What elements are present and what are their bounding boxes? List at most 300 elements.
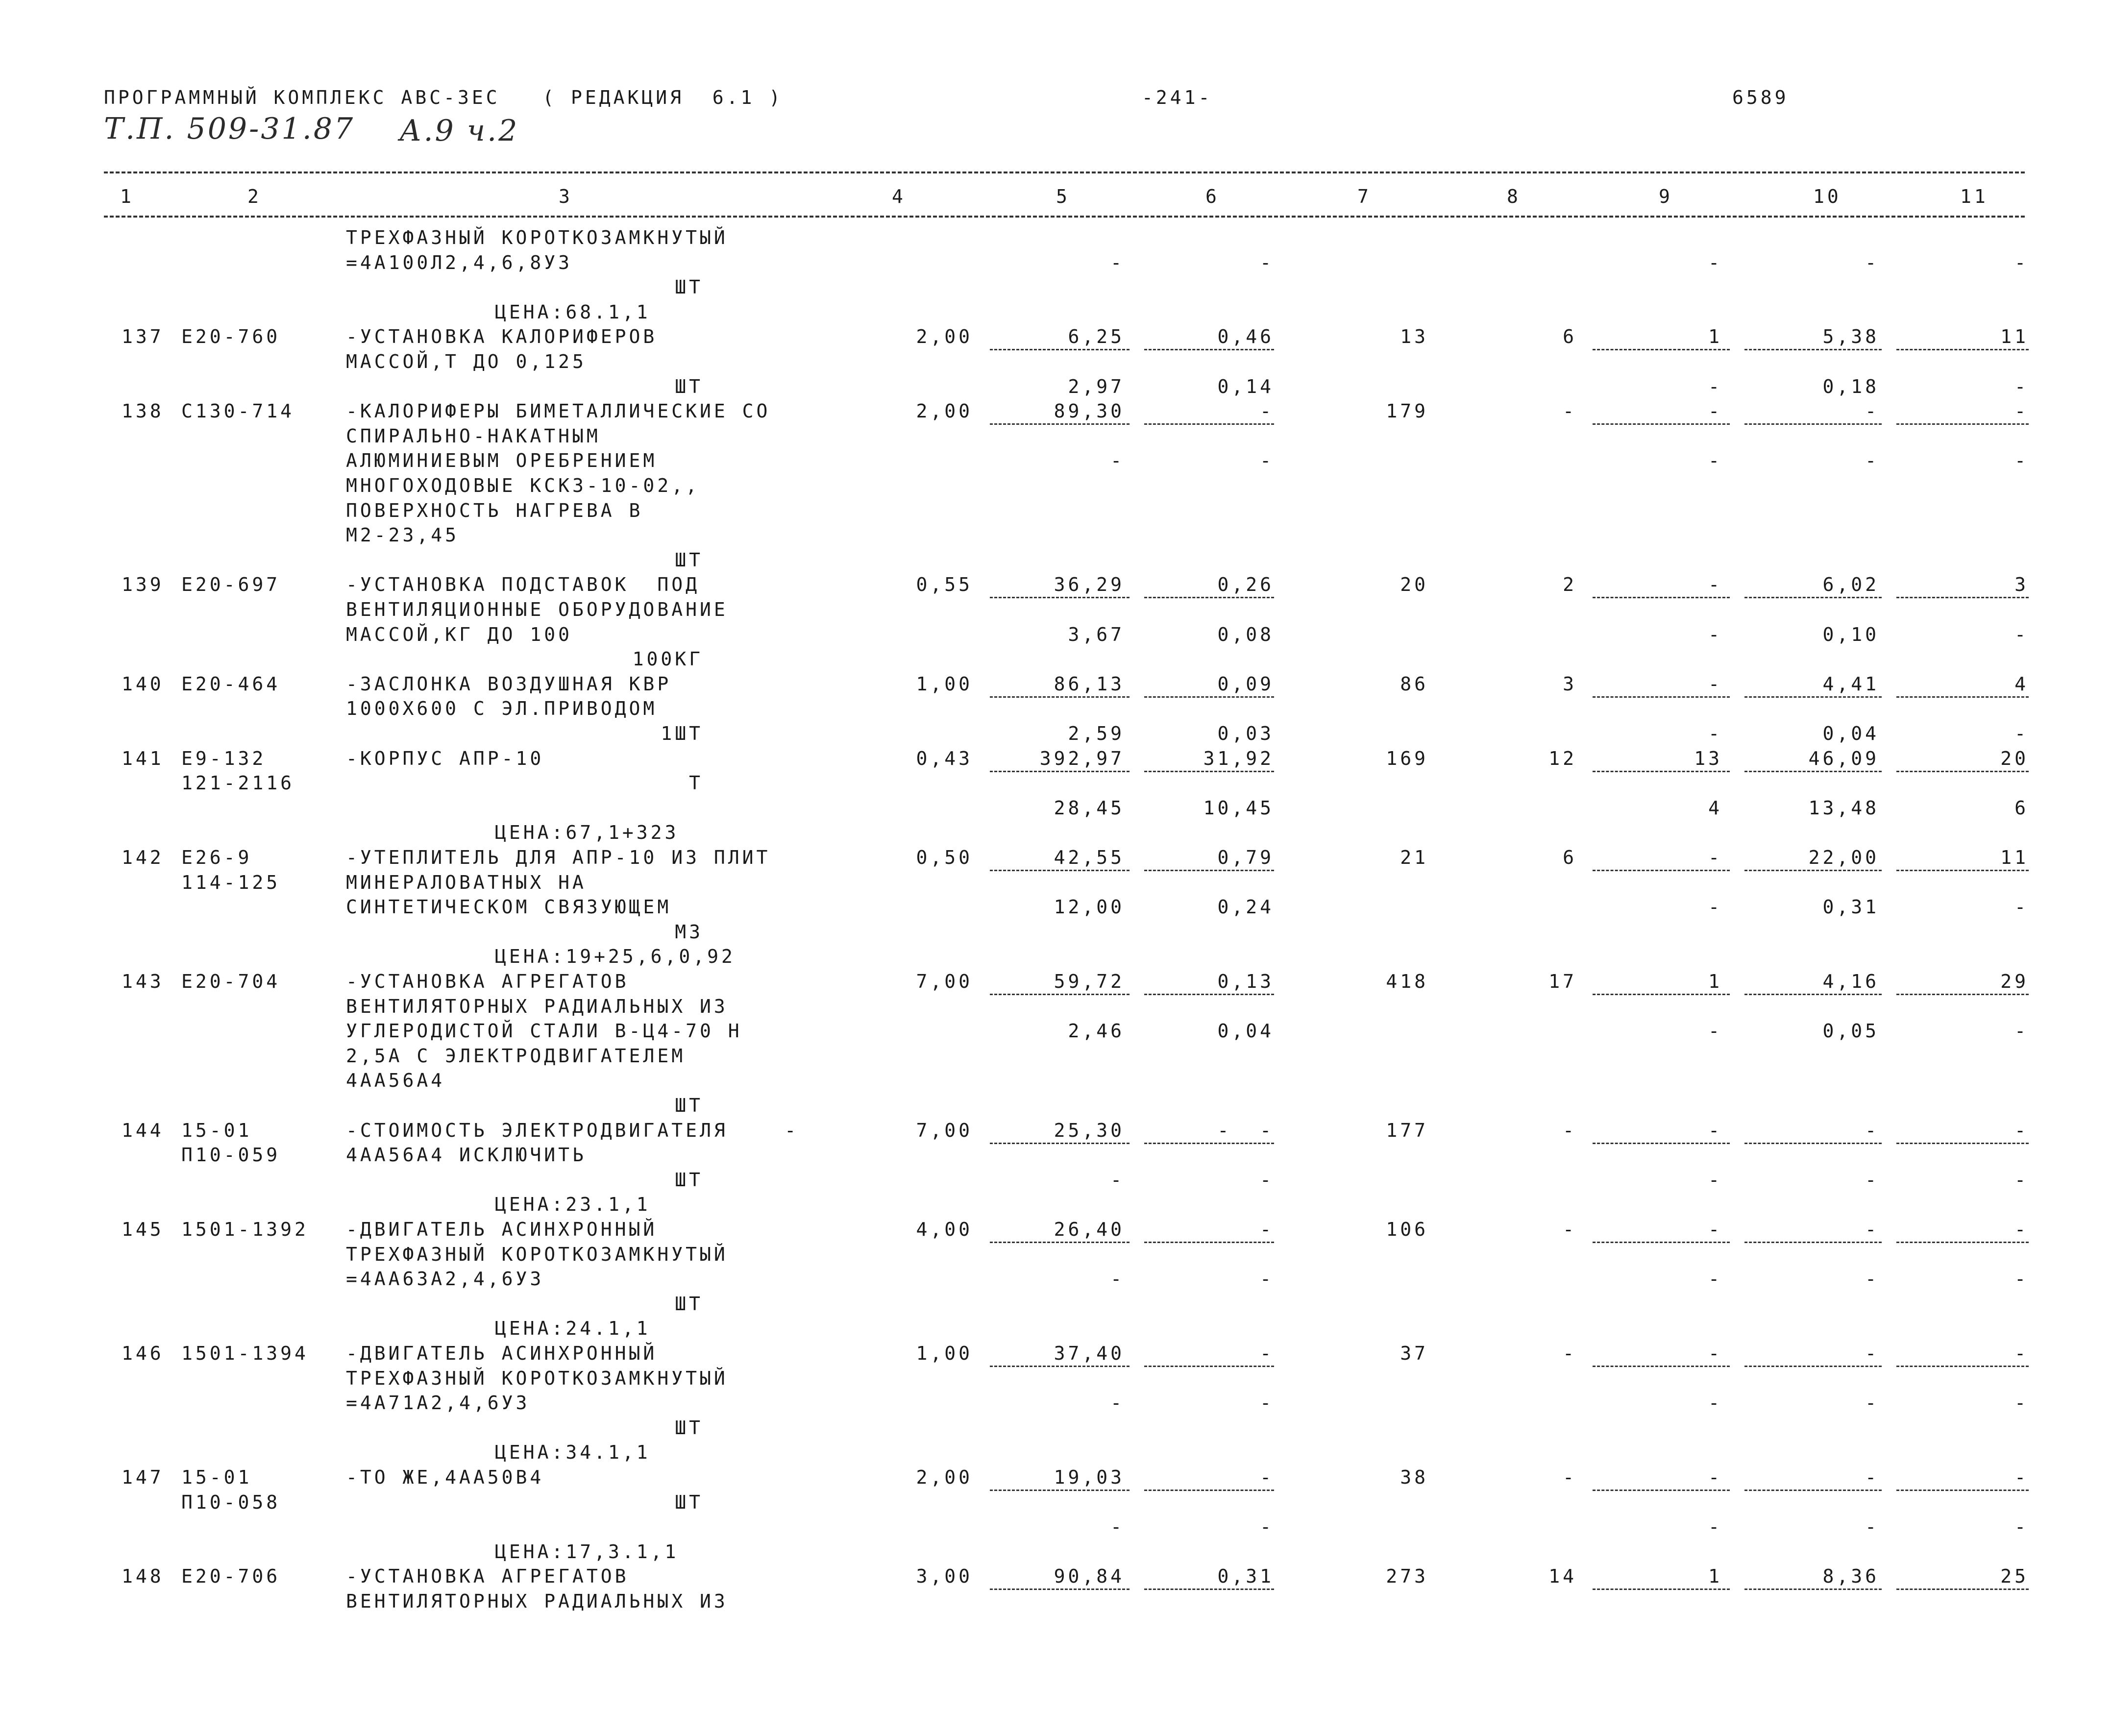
work-description: -УСТАНОВКА АГРЕГАТОВ — [346, 1565, 629, 1588]
column-6-value: - — [1260, 1219, 1274, 1240]
work-description: АЛЮМИНИЕВЫМ ОРЕБРЕНИЕМ — [346, 450, 658, 472]
subtotal-rule — [1896, 1490, 2029, 1491]
column-10-value: 4,41 — [1822, 673, 1879, 695]
subtotal-rule — [1593, 771, 1730, 772]
column-11-value: - — [2014, 1020, 2029, 1042]
rate-code: С130-714 — [181, 400, 295, 422]
unit-of-measure: ШТ — [675, 549, 703, 571]
work-description: -ДВИГАТЕЛЬ АСИНХРОННЫЙ — [346, 1343, 658, 1364]
subtotal-rule — [1593, 1366, 1730, 1367]
price-reference: ЦЕНА:24.1,1 — [495, 1318, 651, 1340]
column-header-8: 8 — [1507, 186, 1521, 207]
column-10-value: 0,31 — [1822, 896, 1879, 918]
work-description: ТРЕХФАЗНЫЙ КОРОТКОЗАМКНУТЫЙ — [346, 227, 728, 248]
subtotal-rule — [1896, 1366, 2029, 1367]
column-5-value: 6,25 — [1068, 326, 1125, 348]
work-description: -УСТАНОВКА КАЛОРИФЕРОВ — [346, 326, 658, 348]
subtotal-rule — [1896, 870, 2029, 871]
column-6-value: - — [1260, 450, 1274, 472]
column-6-value: 0,13 — [1217, 971, 1274, 992]
subtotal-rule — [1593, 1143, 1730, 1144]
column-6-value: - — [1260, 251, 1274, 273]
column-6-value: 0,04 — [1217, 1020, 1274, 1042]
column-9-value: 1 — [1708, 1565, 1722, 1588]
column-6-value: 10,45 — [1203, 797, 1274, 819]
work-description: -ТО ЖЕ,4АА50В4 — [346, 1467, 544, 1488]
subtotal-rule — [1144, 349, 1274, 350]
row-number: 145 — [122, 1219, 164, 1240]
column-5-value: - — [1110, 450, 1125, 472]
row-number: 147 — [122, 1467, 164, 1488]
unit-of-measure: М3 — [675, 921, 703, 943]
subtotal-rule — [1896, 423, 2029, 425]
unit-of-measure: Т — [689, 772, 703, 794]
subtotal-rule — [1144, 771, 1274, 772]
column-6-value: 0,09 — [1217, 673, 1274, 695]
work-description: -КАЛОРИФЕРЫ БИМЕТАЛЛИЧЕСКИЕ СО — [346, 400, 771, 422]
price-reference: ЦЕНА:34.1,1 — [495, 1442, 651, 1464]
work-description: М2-23,45 — [346, 524, 460, 546]
column-10-value: 22,00 — [1808, 847, 1879, 868]
column-10-value: - — [1865, 1119, 1879, 1141]
column-4-value: 7,00 — [916, 1119, 973, 1141]
column-9-value: - — [1708, 1219, 1722, 1240]
column-6-value: 0,26 — [1217, 574, 1274, 596]
subtotal-rule — [1744, 771, 1882, 772]
column-10-value: 6,02 — [1822, 574, 1879, 596]
work-description: -КОРПУС АПР-10 — [346, 747, 544, 769]
rate-code: Е20-704 — [181, 971, 281, 992]
subtotal-rule — [1144, 597, 1274, 598]
column-11-value: - — [2014, 251, 2029, 273]
column-4-value: 0,43 — [916, 747, 973, 769]
column-header-5: 5 — [1056, 186, 1070, 207]
column-11-value: - — [2014, 1343, 2029, 1364]
column-9-value: - — [1708, 251, 1722, 273]
column-6-value: 0,24 — [1217, 896, 1274, 918]
column-7-value: 38 — [1400, 1467, 1428, 1488]
work-description: =4А71А2,4,6У3 — [346, 1392, 530, 1414]
column-9-value: 1 — [1708, 971, 1722, 992]
column-5-value: 86,13 — [1054, 673, 1125, 695]
price-reference: ЦЕНА:68.1,1 — [495, 301, 651, 323]
column-4-value: 4,00 — [916, 1219, 973, 1240]
column-6-value: 0,08 — [1217, 623, 1274, 645]
column-9-value: - — [1708, 1343, 1722, 1364]
subtotal-rule — [1593, 1589, 1730, 1590]
column-header-rule — [104, 216, 2025, 218]
column-9-value: - — [1708, 623, 1722, 645]
column-6-value: 31,92 — [1203, 747, 1274, 769]
program-title: ПРОГРАММНЫЙ КОМПЛЕКС АВС-3ЕС ( РЕДАКЦИЯ 6.1 ) — [104, 87, 784, 108]
column-7-value: 273 — [1386, 1565, 1428, 1588]
work-description: МИНЕРАЛОВАТНЫХ НА — [346, 871, 587, 893]
column-5-value: 28,45 — [1054, 797, 1125, 819]
column-8-value: 14 — [1548, 1565, 1577, 1588]
column-11-value: 25 — [2000, 1565, 2029, 1588]
column-10-value: 0,10 — [1822, 623, 1879, 645]
work-description: МАССОЙ,КГ ДО 100 — [346, 623, 573, 645]
column-header-10: 10 — [1813, 186, 1842, 207]
column-5-value: 36,29 — [1054, 574, 1125, 596]
column-10-value: - — [1865, 1219, 1879, 1240]
work-description: -ЗАСЛОНКА ВОЗДУШНАЯ КВР — [346, 673, 672, 695]
table-top-rule — [104, 171, 2025, 173]
column-7-value: 86 — [1400, 673, 1428, 695]
subtotal-rule — [1593, 994, 1730, 995]
subtotal-rule — [990, 1366, 1130, 1367]
subtotal-rule — [990, 597, 1130, 598]
work-description: =4А100Л2,4,6,8У3 — [346, 251, 573, 273]
subtotal-rule — [1593, 423, 1730, 425]
column-11-value: - — [2014, 723, 2029, 744]
column-6-value: 0,03 — [1217, 723, 1274, 744]
column-5-value: 25,30 — [1054, 1119, 1125, 1141]
row-number: 142 — [122, 847, 164, 868]
work-description: УГЛЕРОДИСТОЙ СТАЛИ В-Ц4-70 Н — [346, 1020, 742, 1042]
subtotal-rule — [1744, 696, 1882, 698]
column-11-value: - — [2014, 450, 2029, 472]
column-9-value: - — [1708, 896, 1722, 918]
row-number: 143 — [122, 971, 164, 992]
rate-code: 114-125 — [181, 871, 281, 893]
column-9-value: - — [1708, 673, 1722, 695]
subtotal-rule — [990, 696, 1130, 698]
column-8-value: 12 — [1548, 747, 1577, 769]
rate-code: 1501-1394 — [181, 1343, 309, 1364]
column-10-value: - — [1865, 1516, 1879, 1538]
column-10-value: - — [1865, 450, 1879, 472]
column-11-value: - — [2014, 1119, 2029, 1141]
column-11-value: 11 — [2000, 847, 2029, 868]
unit-of-measure: ШТ — [675, 1417, 703, 1439]
column-5-value: 2,97 — [1068, 375, 1125, 397]
column-10-value: 5,38 — [1822, 326, 1879, 348]
column-6-value: - — [1260, 1268, 1274, 1290]
column-5-value: 2,46 — [1068, 1020, 1125, 1042]
column-9-value: 1 — [1708, 326, 1722, 348]
work-description: 4АА56А4 — [346, 1070, 445, 1092]
column-7-value: 179 — [1386, 400, 1428, 422]
column-5-value: - — [1110, 251, 1125, 273]
rate-code: 15-01 — [181, 1119, 252, 1141]
column-10-value: - — [1865, 400, 1879, 422]
work-description: ВЕНТИЛЯЦИОННЫЕ ОБОРУДОВАНИЕ — [346, 599, 728, 620]
column-11-value: 29 — [2000, 971, 2029, 992]
subtotal-rule — [1744, 1589, 1882, 1590]
rate-code: Е20-706 — [181, 1565, 281, 1588]
row-number: 139 — [122, 574, 164, 596]
work-description: -ДВИГАТЕЛЬ АСИНХРОННЫЙ — [346, 1219, 658, 1240]
column-4-value: 0,55 — [916, 574, 973, 596]
subtotal-rule — [1144, 870, 1274, 871]
column-11-value: 3 — [2014, 574, 2029, 596]
column-header-1: 1 — [120, 186, 134, 207]
column-11-value: 4 — [2014, 673, 2029, 695]
rate-code: П10-059 — [181, 1144, 281, 1166]
subtotal-rule — [1593, 349, 1730, 350]
subtotal-rule — [1896, 597, 2029, 598]
unit-of-measure: ШТ — [675, 1169, 703, 1191]
column-7-value: 21 — [1400, 847, 1428, 868]
column-9-value: - — [1708, 1268, 1722, 1290]
column-4-value: 7,00 — [916, 971, 973, 992]
column-11-value: - — [2014, 1392, 2029, 1414]
column-10-value: 13,48 — [1808, 797, 1879, 819]
row-number: 140 — [122, 673, 164, 695]
subtotal-rule — [990, 1143, 1130, 1144]
column-11-value: - — [2014, 1467, 2029, 1488]
column-11-value: - — [2014, 1219, 2029, 1240]
column-9-value: - — [1708, 1119, 1722, 1141]
subtotal-rule — [1593, 870, 1730, 871]
column-11-value: - — [2014, 896, 2029, 918]
column-9-value: - — [1708, 400, 1722, 422]
column-6-value: 0,31 — [1217, 1565, 1274, 1588]
subtotal-rule — [1896, 349, 2029, 350]
column-9-value: 13 — [1694, 747, 1722, 769]
subtotal-rule — [990, 1242, 1130, 1243]
column-11-value: - — [2014, 1516, 2029, 1538]
column-10-value: - — [1865, 1392, 1879, 1414]
subtotal-rule — [1744, 1490, 1882, 1491]
column-5-value: 90,84 — [1054, 1565, 1125, 1588]
column-9-value: - — [1708, 1020, 1722, 1042]
work-description: -УСТАНОВКА ПОДСТАВОК ПОД — [346, 574, 700, 596]
column-8-value: - — [1563, 400, 1577, 422]
unit-of-measure: 100КГ — [632, 648, 703, 670]
column-10-value: 0,18 — [1822, 375, 1879, 397]
subtotal-rule — [1144, 1242, 1274, 1243]
price-reference: ЦЕНА:23.1,1 — [495, 1194, 651, 1216]
unit-of-measure: ШТ — [675, 375, 703, 397]
rate-code: 1501-1392 — [181, 1219, 309, 1240]
column-8-value: 2 — [1563, 574, 1577, 596]
subtotal-rule — [1744, 1366, 1882, 1367]
subtotal-rule — [1593, 597, 1730, 598]
subtotal-rule — [1744, 1143, 1882, 1144]
column-9-value: - — [1708, 723, 1722, 744]
column-9-value: - — [1708, 375, 1722, 397]
rate-code: Е20-760 — [181, 326, 281, 348]
column-header-4: 4 — [892, 186, 906, 207]
column-header-9: 9 — [1659, 186, 1673, 207]
subtotal-rule — [1144, 696, 1274, 698]
column-8-value: - — [1563, 1219, 1577, 1240]
row-number: 148 — [122, 1565, 164, 1588]
column-11-value: 6 — [2014, 797, 2029, 819]
work-description: 2,5А С ЭЛЕКТРОДВИГАТЕЛЕМ — [346, 1045, 686, 1067]
column-8-value: - — [1563, 1119, 1577, 1141]
subtotal-rule — [1896, 1242, 2029, 1243]
unit-of-measure: ШТ — [675, 276, 703, 298]
subtotal-rule — [990, 870, 1130, 871]
column-header-7: 7 — [1357, 186, 1372, 207]
column-4-value: 3,00 — [916, 1565, 973, 1588]
column-10-value: 46,09 — [1808, 747, 1879, 769]
column-7-value: 13 — [1400, 326, 1428, 348]
column-10-value: 0,04 — [1822, 723, 1879, 744]
column-5-value: 392,97 — [1039, 747, 1125, 769]
work-description: -УСТАНОВКА АГРЕГАТОВ — [346, 971, 629, 992]
column-8-value: - — [1563, 1343, 1577, 1364]
column-5-value: 3,67 — [1068, 623, 1125, 645]
subtotal-rule — [990, 423, 1130, 425]
column-7-value: 106 — [1386, 1219, 1428, 1240]
column-header-2: 2 — [247, 186, 262, 207]
column-11-value: 20 — [2000, 747, 2029, 769]
column-11-value: - — [2014, 623, 2029, 645]
subtotal-rule — [1744, 597, 1882, 598]
column-5-value: - — [1110, 1516, 1125, 1538]
row-number: 137 — [122, 326, 164, 348]
column-5-value: 42,55 — [1054, 847, 1125, 868]
column-11-value: - — [2014, 375, 2029, 397]
rate-code: 15-01 — [181, 1467, 252, 1488]
column-5-value: 59,72 — [1054, 971, 1125, 992]
unit-of-measure: ШТ — [675, 1095, 703, 1116]
column-6-value: 0,46 — [1217, 326, 1274, 348]
subtotal-rule — [1744, 423, 1882, 425]
column-5-value: - — [1110, 1169, 1125, 1191]
subtotal-rule — [1896, 771, 2029, 772]
work-description: ВЕНТИЛЯТОРНЫХ РАДИАЛЬНЫХ ИЗ — [346, 995, 728, 1017]
column-5-value: 2,59 — [1068, 723, 1125, 744]
column-6-value: - - — [1217, 1119, 1274, 1141]
work-description: -СТОИМОСТЬ ЭЛЕКТРОДВИГАТЕЛЯ - — [346, 1119, 799, 1141]
unit-of-measure: 1ШТ — [661, 723, 703, 744]
subtotal-rule — [990, 1589, 1130, 1590]
work-description: ПОВЕРХНОСТЬ НАГРЕВА В — [346, 499, 643, 521]
subtotal-rule — [990, 349, 1130, 350]
column-10-value: - — [1865, 1467, 1879, 1488]
subtotal-rule — [1144, 1143, 1274, 1144]
column-11-value: 11 — [2000, 326, 2029, 348]
subtotal-rule — [1744, 870, 1882, 871]
column-9-value: - — [1708, 1169, 1722, 1191]
column-10-value: - — [1865, 1169, 1879, 1191]
column-5-value: 89,30 — [1054, 400, 1125, 422]
column-9-value: - — [1708, 450, 1722, 472]
rate-code: 121-2116 — [181, 772, 295, 794]
subtotal-rule — [1744, 349, 1882, 350]
rate-code: Е9-132 — [181, 747, 267, 769]
price-reference: ЦЕНА:17,3.1,1 — [495, 1540, 679, 1563]
row-number: 141 — [122, 747, 164, 769]
work-description: =4АА63А2,4,6У3 — [346, 1268, 544, 1290]
work-description: -УТЕПЛИТЕЛЬ ДЛЯ АПР-10 ИЗ ПЛИТ — [346, 847, 771, 868]
subtotal-rule — [1144, 1589, 1274, 1590]
work-description: СПИРАЛЬНО-НАКАТНЫМ — [346, 425, 601, 447]
column-5-value: - — [1110, 1268, 1125, 1290]
subtotal-rule — [1144, 1366, 1274, 1367]
column-header-3: 3 — [559, 186, 573, 207]
column-8-value: 6 — [1563, 847, 1577, 868]
subtotal-rule — [1144, 1490, 1274, 1491]
column-5-value: 12,00 — [1054, 896, 1125, 918]
column-11-value: - — [2014, 1268, 2029, 1290]
column-9-value: - — [1708, 574, 1722, 596]
price-reference: ЦЕНА:67,1+323 — [495, 822, 679, 844]
column-header-11: 11 — [1960, 186, 1989, 207]
column-7-value: 177 — [1386, 1119, 1428, 1141]
subtotal-rule — [990, 1490, 1130, 1491]
subtotal-rule — [990, 994, 1130, 995]
column-6-value: - — [1260, 1392, 1274, 1414]
column-4-value: 1,00 — [916, 673, 973, 695]
column-10-value: - — [1865, 251, 1879, 273]
column-9-value: - — [1708, 1392, 1722, 1414]
column-8-value: 17 — [1548, 971, 1577, 992]
column-9-value: - — [1708, 1516, 1722, 1538]
work-description: 1000Х600 С ЭЛ.ПРИВОДОМ — [346, 698, 658, 720]
page-number: -241- — [1142, 87, 1213, 108]
column-9-value: 4 — [1708, 797, 1722, 819]
document-number: 6589 — [1732, 87, 1789, 108]
column-11-value: - — [2014, 1169, 2029, 1191]
column-4-value: 0,50 — [916, 847, 973, 868]
column-8-value: - — [1563, 1467, 1577, 1488]
row-number: 144 — [122, 1119, 164, 1141]
subtotal-rule — [1593, 1490, 1730, 1491]
column-6-value: 0,79 — [1217, 847, 1274, 868]
row-number: 138 — [122, 400, 164, 422]
column-10-value: - — [1865, 1343, 1879, 1364]
unit-of-measure: ШТ — [675, 1491, 703, 1513]
subtotal-rule — [1744, 1242, 1882, 1243]
column-6-value: - — [1260, 1169, 1274, 1191]
column-10-value: 8,36 — [1822, 1565, 1879, 1588]
column-10-value: 4,16 — [1822, 971, 1879, 992]
subtotal-rule — [1593, 696, 1730, 698]
subtotal-rule — [990, 771, 1130, 772]
column-header-6: 6 — [1205, 186, 1220, 207]
subtotal-rule — [1744, 994, 1882, 995]
column-6-value: - — [1260, 400, 1274, 422]
column-8-value: 3 — [1563, 673, 1577, 695]
column-5-value: 37,40 — [1054, 1343, 1125, 1364]
column-7-value: 169 — [1386, 747, 1428, 769]
column-7-value: 37 — [1400, 1343, 1428, 1364]
column-11-value: - — [2014, 400, 2029, 422]
work-description: МАССОЙ,Т ДО 0,125 — [346, 351, 587, 372]
rate-code: Е20-697 — [181, 574, 281, 596]
work-description: ТРЕХФАЗНЫЙ КОРОТКОЗАМКНУТЫЙ — [346, 1367, 728, 1389]
work-description: МНОГОХОДОВЫЕ КСК3-10-02,, — [346, 475, 700, 496]
column-6-value: - — [1260, 1343, 1274, 1364]
column-5-value: 19,03 — [1054, 1467, 1125, 1488]
column-9-value: - — [1708, 1467, 1722, 1488]
column-4-value: 1,00 — [916, 1343, 973, 1364]
column-5-value: 26,40 — [1054, 1219, 1125, 1240]
handwritten-project-ref: Т.П. 509-31.87 — [104, 112, 355, 146]
row-number: 146 — [122, 1343, 164, 1364]
column-10-value: - — [1865, 1268, 1879, 1290]
column-4-value: 2,00 — [916, 1467, 973, 1488]
subtotal-rule — [1144, 423, 1274, 425]
subtotal-rule — [1896, 994, 2029, 995]
column-4-value: 2,00 — [916, 326, 973, 348]
column-6-value: - — [1260, 1516, 1274, 1538]
column-10-value: 0,05 — [1822, 1020, 1879, 1042]
subtotal-rule — [1896, 1589, 2029, 1590]
subtotal-rule — [1896, 696, 2029, 698]
column-7-value: 20 — [1400, 574, 1428, 596]
column-6-value: 0,14 — [1217, 375, 1274, 397]
rate-code: Е20-464 — [181, 673, 281, 695]
handwritten-album-ref: А.9 ч.2 — [399, 114, 519, 148]
column-8-value: 6 — [1563, 326, 1577, 348]
